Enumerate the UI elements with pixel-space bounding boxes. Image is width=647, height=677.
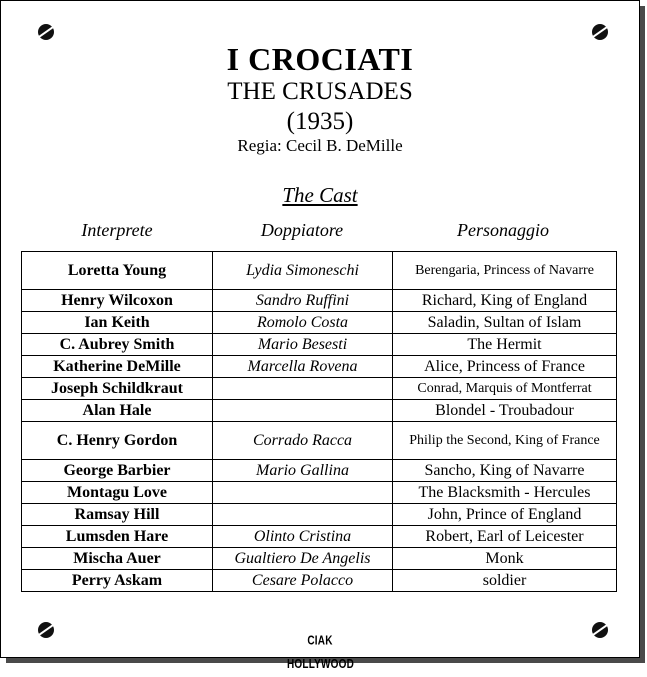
table-row (22, 334, 617, 356)
actor-cell: Lumsden Hare (22, 526, 213, 548)
role-cell: Robert, Earl of Leicester (393, 526, 617, 548)
role-cell: John, Prince of England (393, 504, 617, 526)
table-row (22, 252, 617, 290)
dubber-cell: Mario Besesti (213, 334, 393, 356)
actor-cell: Katherine DeMille (22, 356, 213, 378)
dubber-cell: Cesare Polacco (213, 570, 393, 592)
dubber-cell: Romolo Costa (213, 312, 393, 334)
dubber-cell (213, 504, 393, 526)
role-cell: Saladin, Sultan of Islam (393, 312, 617, 334)
actor-cell: Henry Wilcoxon (22, 290, 213, 312)
actor-cell: Alan Hale (22, 400, 213, 422)
table-row (22, 356, 617, 378)
table-row (22, 378, 617, 400)
table-row (22, 526, 617, 548)
table-row (22, 548, 617, 570)
actor-cell: Ian Keith (22, 312, 213, 334)
role-cell: Philip the Second, King of France (393, 422, 617, 460)
role-cell: Berengaria, Princess of Navarre (393, 252, 617, 290)
director-credit: Regia: Cecil B. DeMille (237, 136, 403, 155)
dubber-cell: Marcella Rovena (213, 356, 393, 378)
role-cell: Monk (393, 548, 617, 570)
dubber-cell (213, 378, 393, 400)
table-row (22, 504, 617, 526)
column-header-personaggio: Personaggio (457, 220, 549, 240)
actor-cell: Perry Askam (22, 570, 213, 592)
column-header-interprete: Interprete (81, 220, 153, 240)
role-cell: The Blacksmith - Hercules (393, 482, 617, 504)
table-row (22, 422, 617, 460)
column-header-doppiatore: Doppiatore (260, 220, 344, 240)
dubber-cell: Corrado Racca (213, 422, 393, 460)
table-row (22, 290, 617, 312)
role-cell: Sancho, King of Navarre (393, 460, 617, 482)
dubber-cell: Gualtiero De Angelis (213, 548, 393, 570)
table-row (22, 482, 617, 504)
role-cell: Conrad, Marquis of Montferrat (393, 378, 617, 400)
release-year: (1935) (286, 108, 354, 135)
section-heading: The Cast (282, 183, 358, 207)
dubber-cell: Olinto Cristina (213, 526, 393, 548)
title-english: THE CRUSADES (227, 78, 413, 105)
dubber-cell: Mario Gallina (213, 460, 393, 482)
actor-cell: Loretta Young (22, 252, 213, 290)
dubber-cell: Lydia Simoneschi (213, 252, 393, 290)
table-row (22, 460, 617, 482)
actor-cell: George Barbier (22, 460, 213, 482)
screw-icon (592, 24, 608, 40)
actor-cell: Joseph Schildkraut (22, 378, 213, 400)
actor-cell: Montagu Love (22, 482, 213, 504)
screw-icon (38, 622, 54, 638)
role-cell: Richard, King of England (393, 290, 617, 312)
ciak-hollywood-logo: CIAK HOLLYWOOD (287, 634, 354, 672)
actor-cell: C. Henry Gordon (22, 422, 213, 460)
role-cell: The Hermit (393, 334, 617, 356)
table-row (22, 312, 617, 334)
screw-icon (592, 622, 608, 638)
table-row (22, 570, 617, 592)
cast-table (21, 251, 617, 592)
dubber-cell: Sandro Ruffini (213, 290, 393, 312)
actor-cell: C. Aubrey Smith (22, 334, 213, 356)
role-cell: soldier (393, 570, 617, 592)
role-cell: Alice, Princess of France (393, 356, 617, 378)
title-italian: I CROCIATI (226, 41, 414, 77)
role-cell: Blondel - Troubadour (393, 400, 617, 422)
actor-cell: Ramsay Hill (22, 504, 213, 526)
actor-cell: Mischa Auer (22, 548, 213, 570)
table-row (22, 400, 617, 422)
screw-icon (38, 24, 54, 40)
dubber-cell (213, 482, 393, 504)
dubber-cell (213, 400, 393, 422)
